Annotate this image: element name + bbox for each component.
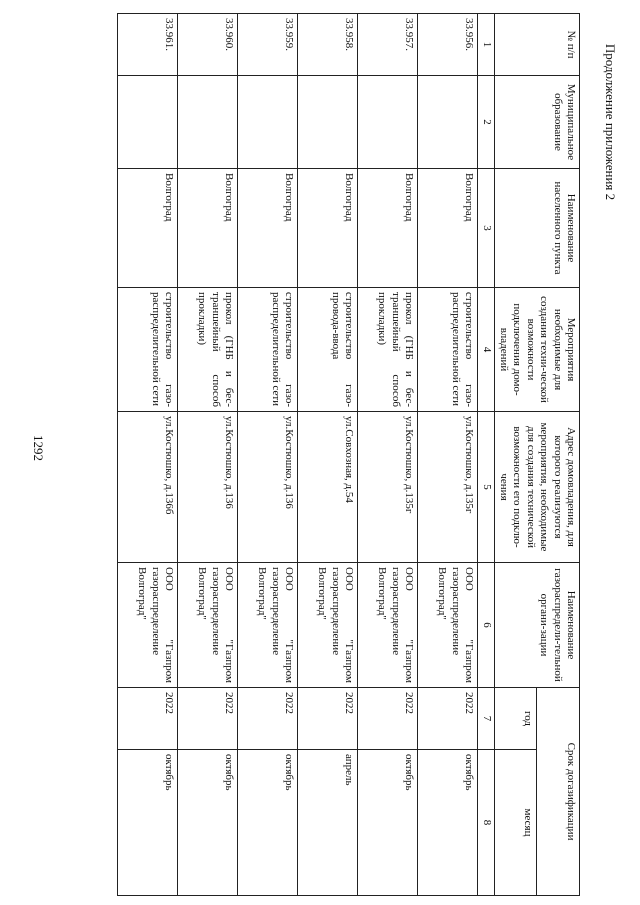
column-number: 4 xyxy=(478,288,494,412)
cell-settlement: Волгоград xyxy=(178,169,238,288)
header-settlement: Наименование населенного пункта xyxy=(494,169,579,288)
cell-address: ул.Костюшко, д.136 xyxy=(238,412,298,563)
table-row xyxy=(118,14,178,896)
cell-organization: ООО "Газпром газораспределение Волгоград" xyxy=(298,563,358,688)
cell-num: 33.958. xyxy=(298,14,358,76)
column-number: 8 xyxy=(478,750,494,896)
cell-municipality xyxy=(178,76,238,169)
cell-month: октябрь xyxy=(238,750,298,896)
cell-settlement: Волгоград xyxy=(238,169,298,288)
cell-month: октябрь xyxy=(418,750,478,896)
cell-municipality xyxy=(418,76,478,169)
cell-month: октябрь xyxy=(118,750,178,896)
column-number: 6 xyxy=(478,563,494,688)
cell-measure: строительство газо-распределительной сети xyxy=(118,288,178,412)
column-number: 3 xyxy=(478,169,494,288)
cell-measure: прокол (ГНБ и бес-траншейный способ прокладки) xyxy=(358,288,418,412)
cell-num: 33.959. xyxy=(238,14,298,76)
cell-month: октябрь xyxy=(178,750,238,896)
cell-settlement: Волгоград xyxy=(118,169,178,288)
cell-measure: строительство газо-распределительной сети xyxy=(238,288,298,412)
cell-municipality xyxy=(358,76,418,169)
header-municipality: Муниципальное образование xyxy=(494,76,579,169)
cell-municipality xyxy=(238,76,298,169)
cell-year: 2022 xyxy=(358,688,418,750)
table-row xyxy=(178,14,238,896)
cell-month: апрель xyxy=(298,750,358,896)
continuation-title: Продолжение приложения 2 xyxy=(603,43,618,201)
cell-year: 2022 xyxy=(118,688,178,750)
cell-measure: прокол (ГНБ и бес-траншейный способ прокладки) xyxy=(178,288,238,412)
table-row xyxy=(298,14,358,896)
header-month: месяц xyxy=(494,750,537,896)
table-row xyxy=(358,14,418,896)
column-number: 5 xyxy=(478,412,494,563)
cell-organization: ООО "Газпром газораспределение Волгоград" xyxy=(178,563,238,688)
cell-address: ул.Костюшко, д.136б xyxy=(118,412,178,563)
cell-organization: ООО "Газпром газораспределение Волгоград" xyxy=(358,563,418,688)
cell-address: ул.Костюшко, д.135г xyxy=(418,412,478,563)
cell-num: 33.956. xyxy=(418,14,478,76)
cell-municipality xyxy=(298,76,358,169)
column-number: 2 xyxy=(478,76,494,169)
page-number: 1292 xyxy=(31,435,46,461)
gasification-table xyxy=(117,13,580,896)
cell-settlement: Волгоград xyxy=(358,169,418,288)
table-row xyxy=(418,14,478,896)
cell-year: 2022 xyxy=(238,688,298,750)
table-container xyxy=(108,13,580,895)
cell-year: 2022 xyxy=(418,688,478,750)
cell-municipality xyxy=(118,76,178,169)
cell-measure: строительство газо-провода-ввода xyxy=(298,288,358,412)
column-number: 1 xyxy=(478,14,494,76)
cell-settlement: Волгоград xyxy=(298,169,358,288)
header-organization: Наименование газораспредели-тельной органи-зации xyxy=(494,563,579,688)
header-deadline: Срок догазификации xyxy=(537,688,580,896)
header-num: № п/п xyxy=(494,14,579,76)
header-address: Адрес домовладения, для которого реализуются мероприятия, необходимые для создания технической возможности его подклю-чения xyxy=(494,412,579,563)
cell-year: 2022 xyxy=(178,688,238,750)
header-year: год xyxy=(494,688,537,750)
column-number: 7 xyxy=(478,688,494,750)
header-row xyxy=(537,14,580,896)
cell-organization: ООО "Газпром газораспределение Волгоград" xyxy=(418,563,478,688)
cell-settlement: Волгоград xyxy=(418,169,478,288)
cell-address: ул.Костюшко, д.136 xyxy=(178,412,238,563)
cell-organization: ООО "Газпром газораспределение Волгоград" xyxy=(238,563,298,688)
table-row xyxy=(238,14,298,896)
cell-month: октябрь xyxy=(358,750,418,896)
cell-address: ул.Костюшко, д.135г xyxy=(358,412,418,563)
cell-num: 33.960. xyxy=(178,14,238,76)
header-measures: Мероприятия необходимые для создания техни-ческой возможности подключения домо-владений xyxy=(494,288,579,412)
cell-year: 2022 xyxy=(298,688,358,750)
cell-address: ул.Совхозная, д.54 xyxy=(298,412,358,563)
cell-num: 33.957. xyxy=(358,14,418,76)
column-numbers-row xyxy=(478,14,494,896)
cell-num: 33.961. xyxy=(118,14,178,76)
cell-measure: строительство газо-распределительной сети xyxy=(418,288,478,412)
cell-organization: ООО "Газпром газораспределение Волгоград" xyxy=(118,563,178,688)
